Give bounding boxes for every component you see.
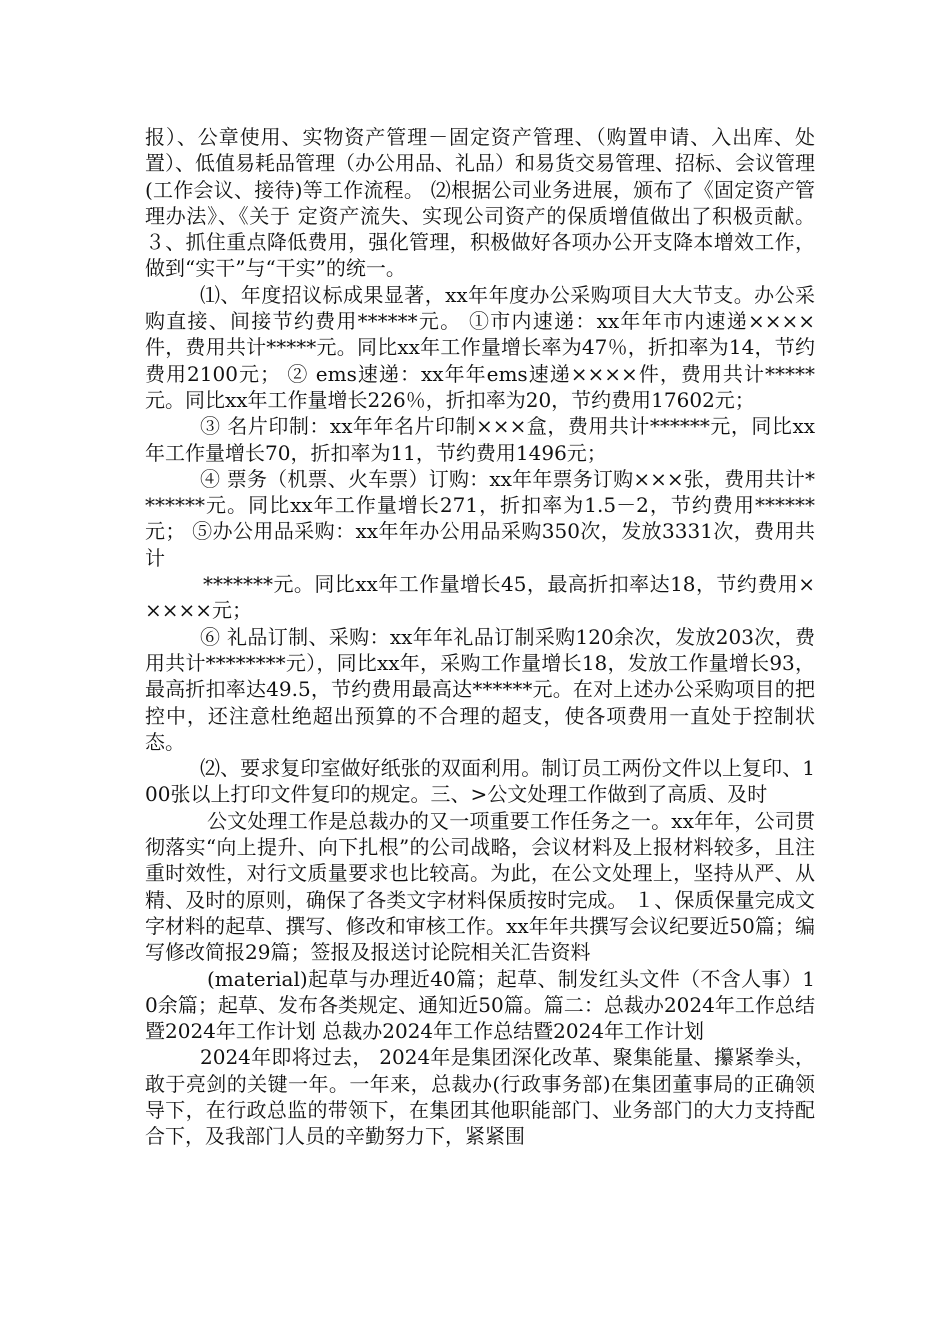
paragraph-year-review: 2024年即将过去， 2024年是集团深化改革、聚集能量、攥紧拳头，敢于亮剑的关键一年。一年来，总裁办(行政事务部)在集团董事局的正确领导下，在行政总监的带领下，在集团其他职能部门、业务部门的大力支持配合下，及我部门人员的辛勤努力下，紧紧围 [145,1045,815,1149]
document-page [145,124,815,1150]
paragraph-document-processing: 公文处理工作是总裁办的又一项重要工作任务之一。xx年年，公司贯彻落实“向上提升、向下扎根”的公司战略，会议材料及上报材料较多，且注重时效性，对行文质量要求也比较高。为此，在公文处理上，坚持从严、从精、及时的原则，确保了各类文字材料保质按时完成。 １、保质保量完成文字材料的起草、撰写、修改和审核工作。xx年年共撰写会议纪要近50篇；编写修改简报29篇；签报及报送讨论院相关汇告资料 [145,808,815,965]
paragraph-copy-room: ⑵、要求复印室做好纸张的双面利用。制订员工两份文件以上复印、100张以上打印文件复印的规定。三、>公文处理工作做到了高质、及时 [145,756,815,807]
paragraph-tickets: ④ 票务（机票、火车票）订购：xx年年票务订购×××张，费用共计*******元。同比xx年工作量增长271，折扣率为1.5－2，节约费用******元； ⑤办公用品采购：xx年年办公用品采购350次，发放3331次，费用共计 [145,466,815,570]
paragraph-procurement-savings: ⑴、年度招议标成果显著，xx年年度办公采购项目大大节支。办公采购直接、间接节约费用******元。 ①市内速递：xx年年市内速递××××件，费用共计*****元。同比xx年工作量增长率为47％，折扣率为14，节约费用2100元； ② ems速递：xx年年ems速递××××件，费用共计*****元。同比xx年工作量增长226％，折扣率为20，节约费用17602元； [145,282,815,412]
paragraph-workflow: 报）、公章使用、实物资产管理－固定资产管理、（购置申请、入出库、处置）、低值易耗品管理（办公用品、礼品）和易货交易管理、招标、会议管理(工作会议、接待)等工作流程。 ⑵根据公司业务进展，颁布了《固定资产管理办法》、《关于 定资产流失、实现公司资产的保质增值做出了积极贡献。３、抓住重点降低费用，强化管理，积极做好各项办公开支降本增效工作，做到“实干”与“干实”的统一。 [145,125,815,281]
paragraph-drafting-counts: (material)起草与办理近40篇；起草、制发红头文件（不含人事）10余篇；起草、发布各类规定、通知近50篇。篇二：总裁办2024年工作总结暨2024年工作计划 总裁办2024年工作总结暨2024年工作计划 [145,966,815,1044]
paragraph-gifts: ⑥ 礼品订制、采购：xx年年礼品订制采购120余次，发放203次，费用共计********元），同比xx年，采购工作量增长18，发放工作量增长93，最高折扣率达49.5，节约费用最高达******元。在对上述办公采购项目的把控中，还注意杜绝超出预算的不合理的超支，使各项费用一直处于控制状态。 [145,624,815,754]
paragraph-office-supplies: *******元。同比xx年工作量增长45，最高折扣率达18，节约费用×××××元； [145,572,815,623]
paragraph-business-cards: ③ 名片印制：xx年年名片印制×××盒，费用共计******元，同比xx年工作量增长70，折扣率为11，节约费用1496元； [145,414,815,465]
